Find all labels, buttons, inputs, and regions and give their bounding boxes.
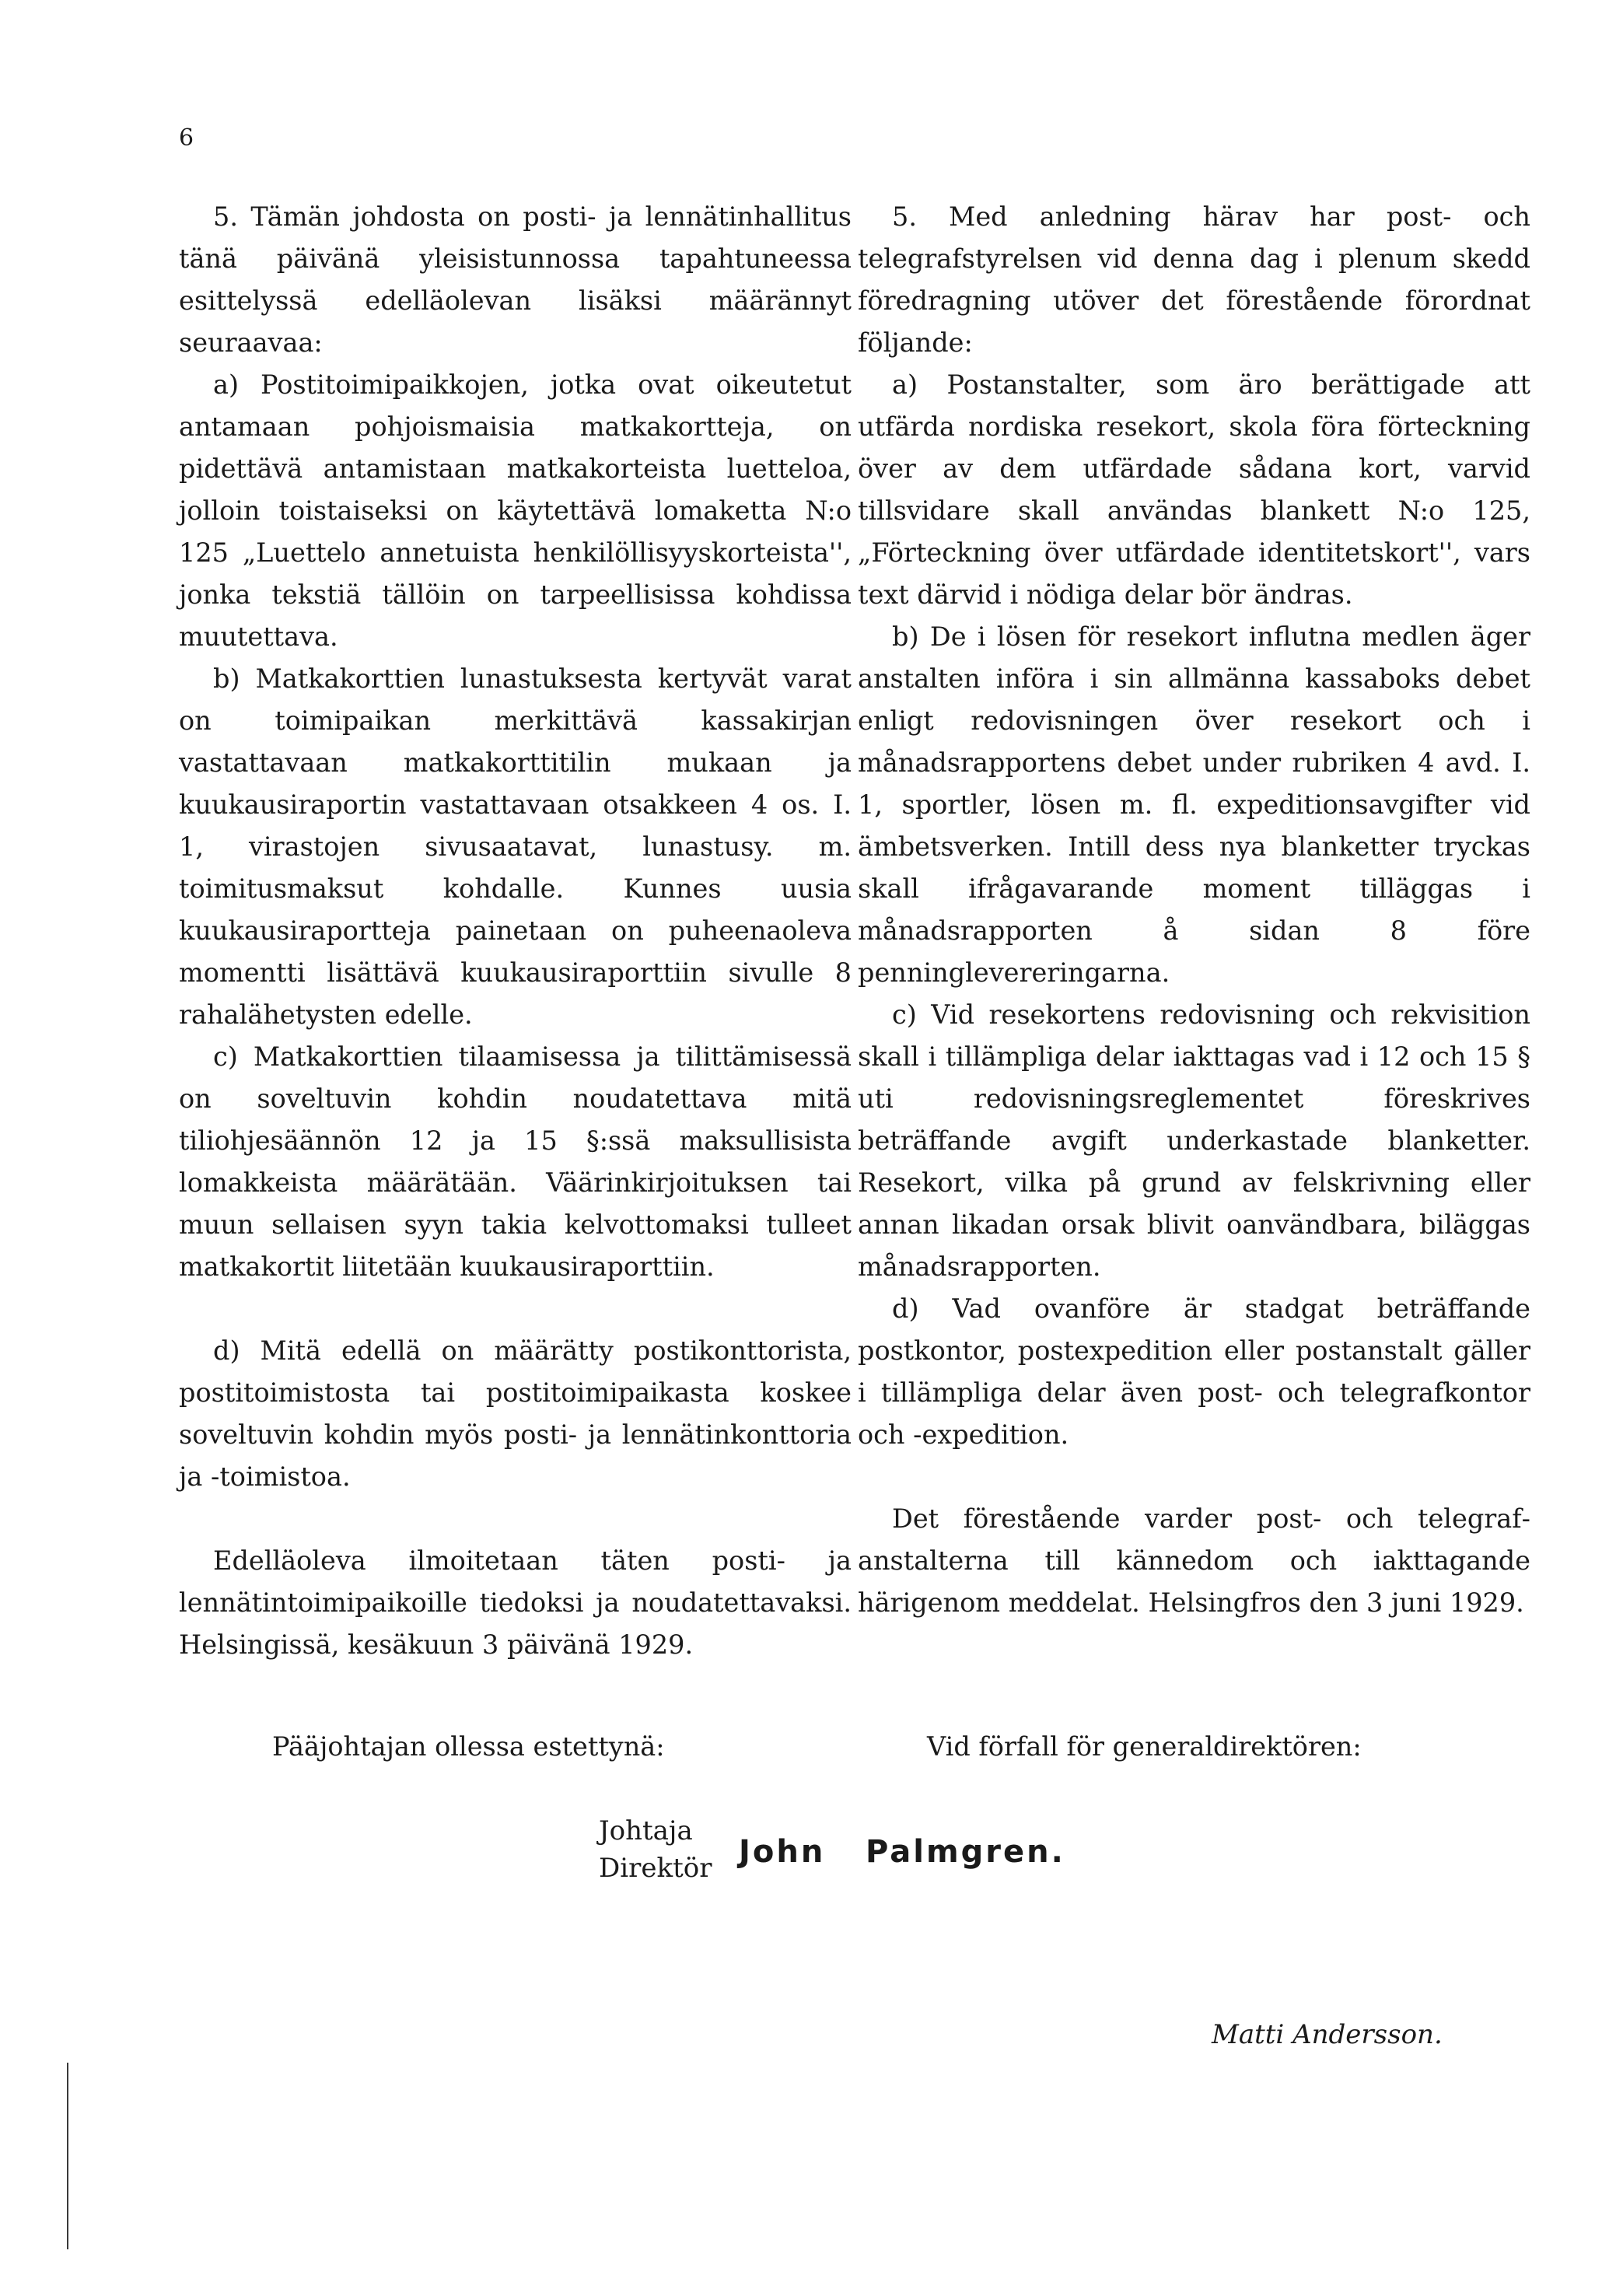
finnish-paragraph-5: 5. Tämän johdosta on posti- ja lennätinhallitus tänä päivänä yleisistunnossa tapahtuneessa esittelyssä edelläolevan lisäksi määrännyt seuraavaa: xyxy=(179,201,852,358)
finnish-paragraph-b: b) Matkakorttien lunastuksesta kertyvät varat on toimipaikan merkittävä kassakirjan vastattavaan matkakorttitilin mukaan ja kuukausiraportin vastattavaan otsakkeen 4 os. I. 1, virastojen sivusaatavat, lunastusy. m. toimitusmaksut kohdalle. Kunnes uusia kuukausiraportteja painetaan on puheenaoleva momentti lisättävä kuukausiraporttiin sivulle 8 rahalähetysten edelle. xyxy=(179,663,852,1030)
page-number: 6 xyxy=(179,124,194,152)
swedish-paragraph-b: b) De i lösen för resekort influtna medlen äger anstalten införa i sin allmänna kassaboks debet enligt redovisningen över resekort och i månadsrapportens debet under rubriken 4 avd. I. 1, sportler, lösen m. fl. expeditionsavgifter vid ämbetsverken. Intill dess nya blanketter tryckas skall ifrågavarande moment tilläggas i månadsrapporten å sidan 8 före penninglevereringarna. xyxy=(858,621,1530,988)
finnish-paragraph-a: a) Postitoimipaikkojen, jotka ovat oikeutetut antamaan pohjoismaisia matkakortteja, on pidettävä antamistaan matkakorteista luetteloa, jolloin toistaiseksi on käytettävä lomaketta N:o 125 „Luettelo annetuista henkilöllisyyskorteista'', jonka tekstiä tällöin on tarpeellisissa kohdissa muutettava. xyxy=(179,369,852,652)
swedish-paragraph-5: 5. Med anledning härav har post- och telegrafstyrelsen vid denna dag i plenum skedd föredragning utöver det förestående förordnat följande: xyxy=(858,201,1530,358)
finnish-paragraph-d: d) Mitä edellä on määrätty postikonttorista, postitoimistosta tai postitoimipaikasta koskee soveltuvin kohdin myös posti- ja lennätinkonttoria ja -toimistoa. xyxy=(179,1335,852,1492)
signatory-first-name: John xyxy=(739,1834,826,1870)
swedish-paragraph-d: d) Vad ovanföre är stadgat beträffande postkontor, postexpedition eller postanstalt gäller i tillämpliga delar även post- och telegrafkontor och -expedition. xyxy=(858,1293,1530,1450)
finnish-paragraph-c: c) Matkakorttien tilaamisessa ja tilittämisessä on soveltuvin kohdin noudatettava mitä tiliohjesäännön 12 ja 15 §:ssä maksullisista lomakkeista määrätään. Väärinkirjoituksen tai muun sellaisen syyn takia kelvottomaksi tulleet matkakortit liitetään kuukausiraporttiin. xyxy=(179,1041,852,1282)
swedish-closing-paragraph: Det förestående varder post- och telegrafanstalterna till kännedom och iakttagande härigenom meddelat. Helsingfros den 3 juni 1929. xyxy=(858,1503,1530,1618)
finnish-column xyxy=(179,196,852,1666)
swedish-signature-line: Vid förfall för generaldirektören: xyxy=(927,1731,1362,1762)
signatory-title-finnish: Johtaja xyxy=(599,1815,693,1846)
countersignature: Matti Andersson. xyxy=(1212,2019,1443,2050)
finnish-closing-paragraph: Edelläoleva ilmoitetaan täten posti- ja lennätintoimipaikoille tiedoksi ja noudatettavaksi. Helsingissä, kesäkuun 3 päivänä 1929. xyxy=(179,1545,852,1660)
margin-rule xyxy=(67,2063,68,2249)
signatory-title-swedish: Direktör xyxy=(599,1853,712,1884)
finnish-signature-line: Pääjohtajan ollessa estettynä: xyxy=(272,1731,665,1762)
signatory-title-block xyxy=(599,1812,712,1887)
swedish-column xyxy=(858,196,1530,1624)
swedish-paragraph-c: c) Vid resekortens redovisning och rekvisition skall i tillämpliga delar iakttagas vad i 12 och 15 § uti redovisningsreglementet föreskrives beträffande avgift underkastade blanketter. Resekort, vilka på grund av felskrivning eller annan likadan orsak blivit oanvändbara, biläggas månadsrapporten. xyxy=(858,999,1530,1282)
signatory-last-name: Palmgren. xyxy=(866,1834,1065,1870)
swedish-paragraph-a: a) Postanstalter, som äro berättigade att utfärda nordiska resekort, skola föra förteckning över av dem utfärdade sådana kort, varvid tillsvidare skall användas blankett N:o 125, „Förteckning över utfärdade identitetskort'', vars text därvid i nödiga delar bör ändras. xyxy=(858,369,1530,610)
